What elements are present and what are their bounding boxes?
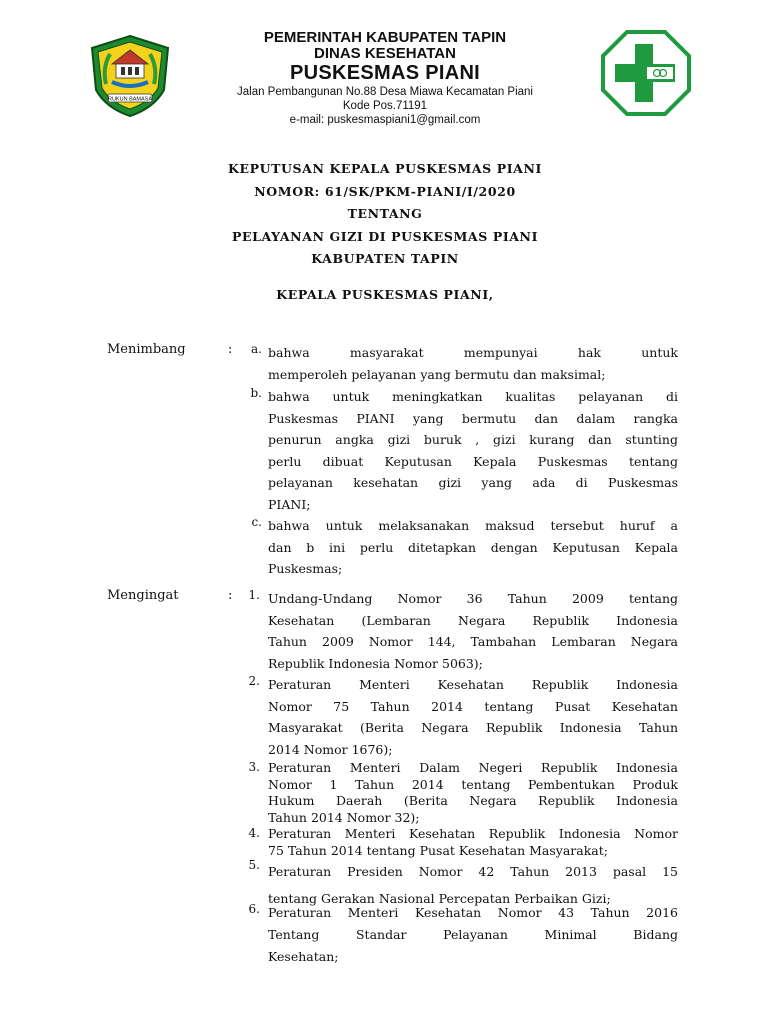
menimbang-colon: : [228,342,233,357]
mengingat-label: Mengingat [107,588,179,603]
mengingat-item-line: Peraturan Menteri Kesehatan Republik Indonesia [268,677,678,692]
menimbang-item-line: bahwa untuk meningkatkan kualitas pelayanan di [268,389,678,404]
menimbang-label: Menimbang [107,342,186,357]
mengingat-item-line: Nomor 75 Tahun 2014 tentang Pusat Kesehatan [268,698,678,714]
menimbang-item-text [268,342,678,385]
menimbang-item-line: pelayanan kesehatan gizi yang ada di Puskesmas [268,475,678,490]
decree-issuer: KEPALA PUSKESMAS PIANI, [276,287,494,302]
mengingat-item-line: Nomor 1 Tahun 2014 tentang Pembentukan Produk [268,776,678,792]
menimbang-item-text [268,515,678,580]
mengingat-item-marker: 2. [248,674,260,688]
decree-tentang: TENTANG [347,206,423,221]
tapin-regency-emblem-icon [88,34,172,118]
mengingat-item-text [268,826,678,859]
letterhead-address: Jalan Pembangunan No.88 Desa Miawa Kecamatan Piani [237,86,533,98]
mengingat-item-text [268,674,678,760]
mengingat-item-text [268,760,678,826]
menimbang-item-line: bahwa untuk melaksanakan maksud tersebut huruf a [268,518,678,533]
mengingat-item-line: Tahun 2014 Nomor 32); [268,809,420,825]
menimbang-item-line: memperoleh pelayanan yang bermutu dan maksimal; [268,366,606,382]
menimbang-item-line: dan b ini perlu ditetapkan dengan Keputusan Kepala [268,539,678,555]
mengingat-item-text [268,902,678,968]
mengingat-item-line: Hukum Daerah (Berita Negara Republik Indonesia [268,793,678,808]
mengingat-item-line: Tahun 2009 Nomor 144, Tambahan Lembaran Negara [268,634,678,649]
mengingat-item-marker: 1. [248,588,260,602]
mengingat-item-line: 2014 Nomor 1676); [268,741,393,757]
menimbang-item-line: PIANI; [268,496,311,512]
decree-region: KABUPATEN TAPIN [311,251,459,266]
menimbang-item-text [268,386,678,515]
decree-title-line: KEPUTUSAN KEPALA PUSKESMAS PIANI [228,161,542,176]
mengingat-item-line: tentang Gerakan Nasional Percepatan Perbaikan Gizi; [268,891,611,906]
mengingat-item-line: Peraturan Menteri Kesehatan Republik Indonesia Nomor [268,826,678,841]
letterhead [180,30,590,127]
mengingat-item-line: 75 Tahun 2014 tentang Pusat Kesehatan Masyarakat; [268,842,608,858]
mengingat-item-line: Masyarakat (Berita Negara Republik Indonesia Tahun [268,720,678,735]
mengingat-item-line: Republik Indonesia Nomor 5063); [268,655,483,671]
mengingat-colon: : [228,588,233,603]
letterhead-institution: PUSKESMAS PIANI [289,62,481,84]
mengingat-item-marker: 5. [248,858,260,872]
mengingat-item-line: Peraturan Presiden Nomor 42 Tahun 2013 pasal 15 [268,864,678,879]
decree-number: NOMOR: 61/SK/PKM-PIANI/I/2020 [254,183,516,199]
menimbang-item-marker: b. [250,386,262,400]
decree-title [150,158,620,271]
puskesmas-cross-logo-icon [601,30,691,116]
mengingat-item-line: Kesehatan (Lembaran Negara Republik Indonesia [268,612,678,628]
mengingat-item-line: Undang-Undang Nomor 36 Tahun 2009 tentang [268,591,678,606]
mengingat-item-line: Peraturan Menteri Kesehatan Nomor 43 Tahun 2016 [268,905,678,920]
menimbang-item-marker: a. [251,342,262,356]
mengingat-item-marker: 4. [248,826,260,840]
mengingat-item-line: Tentang Standar Pelayanan Minimal Bidang [268,927,678,942]
mengingat-item-marker: 3. [248,760,260,774]
emblem-banner-text: RUKUN BAMASA [107,96,153,103]
letterhead-postcode: Kode Pos.71191 [342,100,428,112]
menimbang-item-line: Puskesmas; [268,561,343,576]
menimbang-item-line: penurun angka gizi buruk , gizi kurang dan stunting [268,432,678,447]
menimbang-item-line: perlu dibuat Keputusan Kepala Puskesmas tentang [268,453,678,469]
letterhead-government: PEMERINTAH KABUPATEN TAPIN [263,29,507,46]
menimbang-item-marker: c. [251,515,262,529]
letterhead-email: e-mail: puskesmaspiani1@gmail.com [289,114,481,126]
mengingat-item-text [268,588,678,674]
decree-subject: PELAYANAN GIZI DI PUSKESMAS PIANI [231,228,539,244]
mengingat-item-marker: 6. [248,902,260,916]
menimbang-item-line: bahwa masyarakat mempunyai hak untuk [268,345,678,360]
menimbang-item-line: Puskesmas PIANI yang bermutu dan dalam rangka [268,410,678,426]
mengingat-item-line: Kesehatan; [268,949,339,964]
mengingat-item-line: Peraturan Menteri Dalam Negeri Republik Indonesia [268,760,678,775]
letterhead-department: DINAS KESEHATAN [314,45,456,62]
